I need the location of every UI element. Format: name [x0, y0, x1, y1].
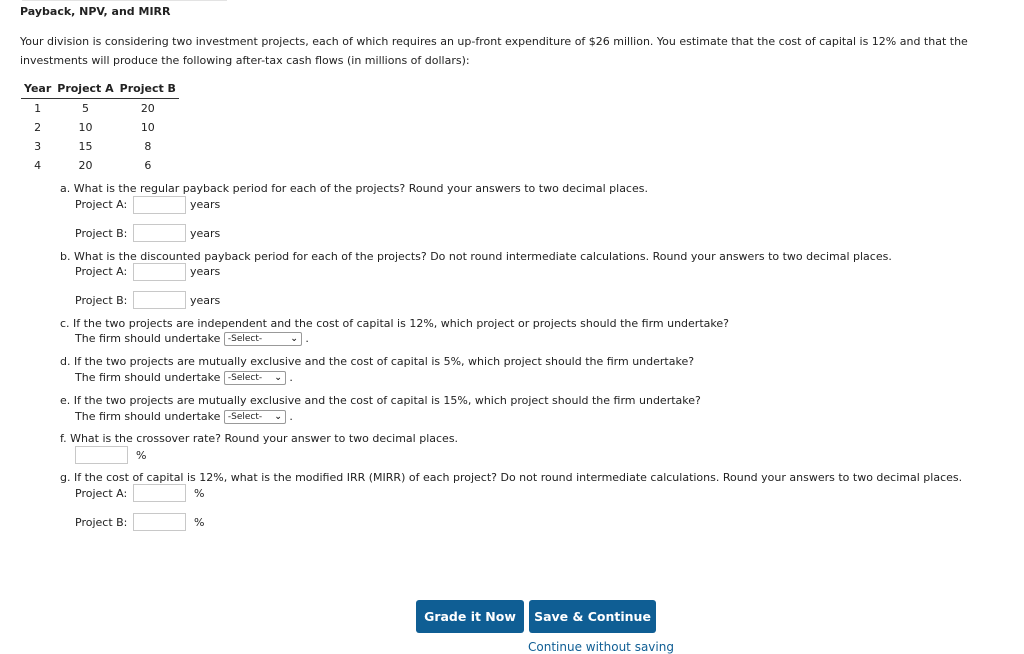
question-b-unit-a: years — [190, 265, 221, 278]
save-continue-button[interactable]: Save & Continue — [529, 600, 656, 633]
table-row — [21, 137, 179, 156]
continue-without-saving-link[interactable]: Continue without saving — [528, 640, 674, 654]
chevron-down-icon: ⌄ — [274, 412, 282, 422]
question-c-select-value: -Select- — [227, 334, 263, 344]
question-g-label-project-a: Project A: — [75, 487, 128, 500]
question-d-select[interactable] — [224, 371, 286, 385]
payback-project-a-input[interactable] — [133, 196, 186, 214]
question-d-answer-row — [75, 371, 293, 385]
chevron-down-icon: ⌄ — [290, 334, 298, 344]
question-d-period: . — [289, 371, 293, 384]
cell-project-a: 20 — [78, 159, 93, 172]
header-project-a: Project A — [54, 78, 116, 99]
cell-year: 1 — [34, 102, 42, 115]
question-b-text: b. What is the discounted payback period for each of the projects? Do not round intermediate calculations. Round your answers to two decimal places. — [60, 250, 892, 263]
page-title: Payback, NPV, and MIRR — [20, 5, 171, 18]
question-e-select-value: -Select- — [227, 412, 263, 422]
question-b-unit-b: years — [190, 294, 221, 307]
cell-project-b: 6 — [144, 159, 152, 172]
question-d-select-value: -Select- — [227, 373, 263, 383]
question-c-text: c. If the two projects are independent and the cost of capital is 12%, which project or projects should the firm undertake? — [60, 317, 729, 330]
cell-project-b: 8 — [144, 140, 152, 153]
question-a-text: a. What is the regular payback period for each of the projects? Round your answers to two decimal places. — [60, 182, 648, 195]
question-d-prompt: The firm should undertake — [75, 371, 221, 384]
cell-year: 4 — [34, 159, 42, 172]
question-a-unit-a: years — [190, 198, 221, 211]
question-f-text: f. What is the crossover rate? Round your answer to two decimal places. — [60, 432, 459, 445]
cell-project-a: 5 — [81, 102, 89, 115]
question-c-period: . — [305, 332, 309, 345]
grade-it-now-button[interactable]: Grade it Now — [416, 600, 524, 633]
cell-project-a: 15 — [78, 140, 93, 153]
question-e-text: e. If the two projects are mutually exclusive and the cost of capital is 15%, which project should the firm undertake? — [60, 394, 701, 407]
question-c-select[interactable] — [224, 332, 302, 346]
table-row — [21, 118, 179, 137]
question-b-label-project-a: Project A: — [75, 265, 128, 278]
mirr-project-a-input[interactable] — [133, 484, 186, 502]
table-header-row — [21, 78, 179, 99]
cash-flow-table — [21, 78, 179, 175]
cell-project-b: 20 — [140, 102, 155, 115]
question-d-text: d. If the two projects are mutually exclusive and the cost of capital is 5%, which project should the firm undertake? — [60, 355, 695, 368]
question-c-answer-row — [75, 332, 309, 346]
cell-year: 3 — [34, 140, 42, 153]
question-c-prompt: The firm should undertake — [75, 332, 221, 345]
question-e-answer-row — [75, 410, 293, 424]
cell-year: 2 — [34, 121, 42, 134]
question-e-period: . — [289, 410, 293, 423]
discounted-payback-project-a-input[interactable] — [133, 263, 186, 281]
top-divider — [22, 0, 227, 1]
question-a-label-project-a: Project A: — [75, 198, 128, 211]
question-g-unit-a: % — [194, 487, 205, 500]
chevron-down-icon: ⌄ — [274, 373, 282, 383]
question-b-label-project-b: Project B: — [75, 294, 128, 307]
table-row — [21, 99, 179, 119]
header-year: Year — [21, 78, 54, 99]
question-g-text: g. If the cost of capital is 12%, what is the modified IRR (MIRR) of each project? Do not round intermediate calculations. Round your answers to two decimal places. — [60, 471, 963, 484]
question-a-label-project-b: Project B: — [75, 227, 128, 240]
question-g-unit-b: % — [194, 516, 205, 529]
header-project-b: Project B — [117, 78, 179, 99]
question-a-unit-b: years — [190, 227, 221, 240]
payback-project-b-input[interactable] — [133, 224, 186, 242]
discounted-payback-project-b-input[interactable] — [133, 291, 186, 309]
mirr-project-b-input[interactable] — [133, 513, 186, 531]
problem-intro: Your division is considering two investment projects, each of which requires an up-front expenditure of $26 million. You estimate that the cost of capital is 12% and that the investments will produce the following after-tax cash flows (in millions of dollars): — [20, 35, 968, 67]
crossover-rate-input[interactable] — [75, 446, 128, 464]
table-row — [21, 156, 179, 175]
question-e-prompt: The firm should undertake — [75, 410, 221, 423]
question-g-label-project-b: Project B: — [75, 516, 128, 529]
question-e-select[interactable] — [224, 410, 286, 424]
question-f-unit: % — [136, 449, 147, 462]
cell-project-b: 10 — [140, 121, 155, 134]
cell-project-a: 10 — [78, 121, 93, 134]
